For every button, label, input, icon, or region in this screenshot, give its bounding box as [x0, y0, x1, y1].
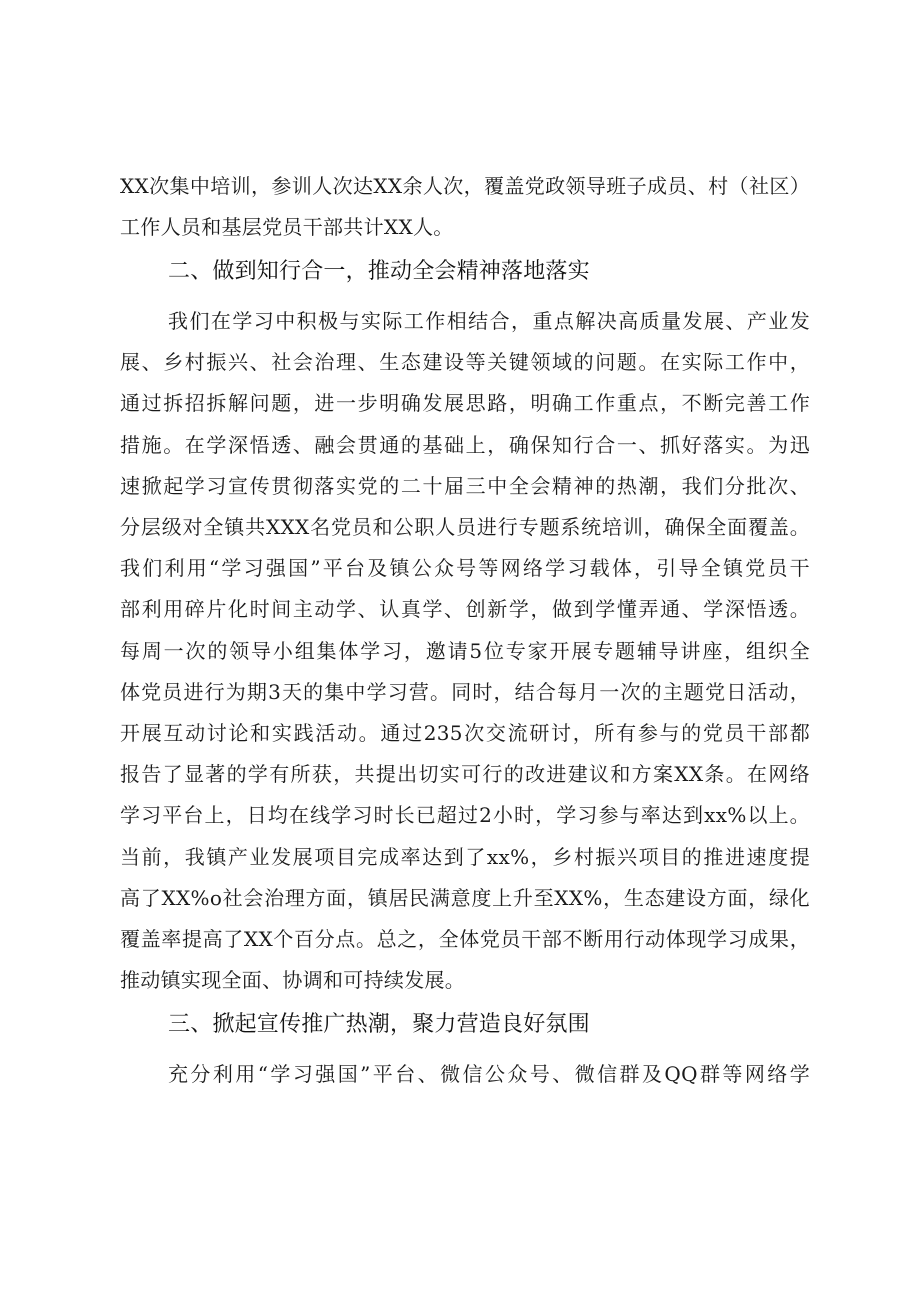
- section2-line-5: 速掀起学习宣传贯彻落实党的二十届三中全会精神的热潮，我们分批次、: [120, 474, 810, 498]
- intro-line-2: 工作人员和基层党员干部共计XX人。: [120, 215, 454, 239]
- section2-line-11: 开展互动讨论和实践活动。通过235次交流研讨，所有参与的党员干部都: [120, 721, 810, 745]
- section2-line-15: 高了XX%o社会治理方面，镇居民满意度上升至XX%，生态建设方面，绿化: [120, 886, 810, 910]
- section3-line-1: 充分利用“学习强国”平台、微信公众号、微信群及QQ群等网络学: [168, 1062, 810, 1086]
- section2-line-12: 报告了显著的学有所获，共提出切实可行的改进建议和方案XX条。在网络: [120, 762, 810, 786]
- section2-line-13: 学习平台上，日均在线学习时长已超过2小时，学习参与率达到xx%以上。: [120, 803, 810, 827]
- section2-line-3: 通过拆招拆解问题，进一步明确发展思路，明确工作重点，不断完善工作: [120, 391, 810, 415]
- section-heading-2: 二、做到知行合一，推动全会精神落地落实: [168, 259, 590, 284]
- section2-line-10: 体党员进行为期3天的集中学习营。同时，结合每月一次的主题党日活动，: [120, 680, 810, 704]
- section2-line-7: 我们利用“学习强国”平台及镇公众号等网络学习载体，引导全镇党员干: [120, 556, 810, 580]
- section2-line-1: 我们在学习中积极与实际工作相结合，重点解决高质量发展、产业发: [168, 309, 810, 333]
- section2-line-2: 展、乡村振兴、社会治理、生态建设等关键领域的问题。在实际工作中，: [120, 350, 810, 374]
- section2-line-4: 措施。在学深悟透、融会贯通的基础上，确保知行合一、抓好落实。为迅: [120, 433, 810, 457]
- intro-line-1: XX次集中培训，参训人次达XX余人次，覆盖党政领导班子成员、村（社区）: [120, 174, 810, 198]
- section2-line-8: 部利用碎片化时间主动学、认真学、创新学，做到学懂弄通、学深悟透。: [120, 597, 810, 621]
- section2-line-16: 覆盖率提高了XX个百分点。总之，全体党员干部不断用行动体现学习成果，: [120, 927, 810, 951]
- section-heading-3: 三、掀起宣传推广热潮，聚力营造良好氛围: [168, 1012, 590, 1037]
- section2-line-9: 每周一次的领导小组集体学习，邀请5位专家开展专题辅导讲座，组织全: [120, 639, 810, 663]
- section2-line-17: 推动镇实现全面、协调和可持续发展。: [120, 968, 466, 992]
- section2-line-6: 分层级对全镇共XXX名党员和公职人员进行专题系统培训，确保全面覆盖。: [120, 515, 810, 539]
- section2-line-14: 当前，我镇产业发展项目完成率达到了xx%，乡村振兴项目的推进速度提: [120, 845, 810, 869]
